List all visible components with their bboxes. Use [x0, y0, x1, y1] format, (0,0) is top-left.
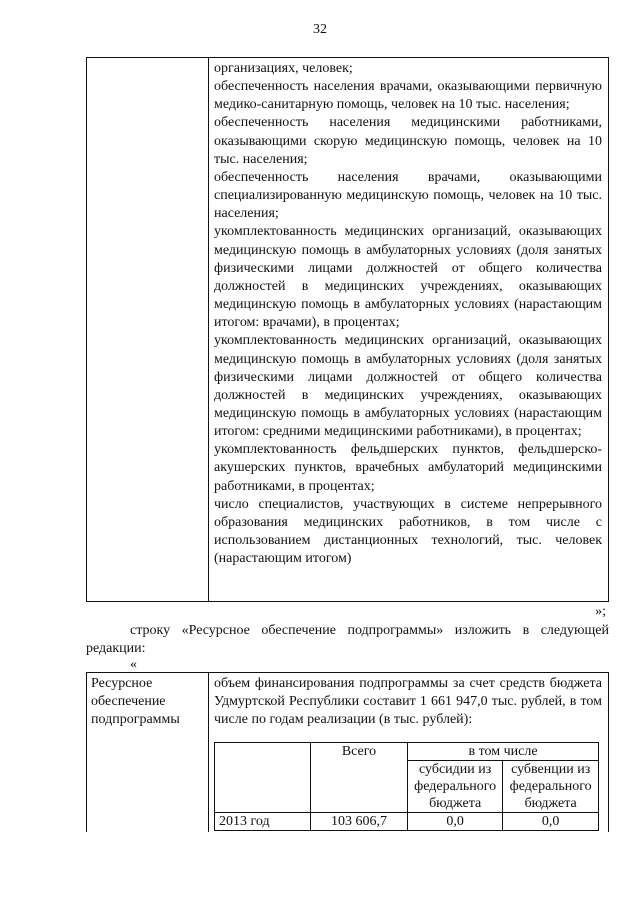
- year-header-cell: [215, 743, 311, 813]
- resource-label: Ресурсное обеспечение подпрограммы: [91, 676, 180, 727]
- indicator-item: число специалистов, участвующих в системе непрерывного образования медицинских работников, в том числе с использованием дистанционных технологий, тыс. человек (нарастающим итогом): [214, 496, 602, 567]
- opening-quote: «: [130, 657, 137, 672]
- continuation-label-cell: [87, 58, 209, 601]
- indicator-item: укомплектованность медицинских организаций, оказывающих медицинскую помощь в амбулаторных условиях (доля занятых физическими лицами должностей от общего количества должностей в медицинских учреждениях, оказывающих медицинскую помощь в амбулаторных условиях (нарастающим итогом: средними медицинскими работниками), в процентах;: [214, 333, 602, 440]
- subventions-cell: 0,0: [503, 813, 599, 831]
- page-number: 32: [313, 22, 327, 37]
- indicator-item: укомплектованность фельдшерских пунктов, фельдшерско-акушерских пунктов, врачебных амбулаторий медицинскими работниками, в процентах;: [214, 442, 602, 494]
- total-cell: 103 606,7: [311, 813, 408, 831]
- indicator-item: укомплектованность медицинских организаций, оказывающих медицинскую помощь в амбулаторных условиях (доля занятых физическими лицами должностей от общего количества должностей в медицинских учреждениях, оказывающих медицинскую помощь в амбулаторных условиях (нарастающим итогом: врачами), в процентах;: [214, 224, 602, 331]
- funding-description: объем финансирования подпрограммы за счет средств бюджета Удмуртской Республики составит 1 661 947,0 тыс. рублей, в том числе по годам реализации (в тыс. рублей):: [214, 676, 602, 727]
- resource-label-cell: [87, 673, 209, 832]
- funding-table: [214, 742, 599, 831]
- continuation-table: [86, 57, 609, 602]
- total-header: Всего: [311, 743, 408, 813]
- table-row: [215, 813, 599, 831]
- indicator-item: обеспеченность населения врачами, оказывающими специализированную медицинскую помощь, человек на 10 тыс. населения;: [214, 169, 602, 222]
- funding-header-row: [215, 743, 599, 761]
- year-cell: 2013 год: [215, 813, 311, 831]
- subsidies-cell: 0,0: [408, 813, 503, 831]
- indicator-item: организациях, человек;: [214, 61, 353, 76]
- indicator-item: обеспеченность населения врачами, оказывающими первичную медико-санитарную помощь, человек на 10 тыс. населения;: [214, 79, 602, 113]
- including-header: в том числе: [408, 743, 599, 761]
- subsidies-header: субсидии из федерального бюджета: [408, 761, 503, 813]
- closing-quote: »;: [595, 604, 606, 619]
- continuation-indicators: [214, 60, 602, 568]
- instruction-text: строку «Ресурсное обеспечение подпрограммы» изложить в следующей редакции:: [86, 623, 609, 656]
- indicator-item: обеспеченность населения медицинскими работниками, оказывающими скорую медицинскую помощь, человек на 10 тыс. населения;: [214, 115, 602, 167]
- subventions-header: субвенции из федерального бюджета: [503, 761, 599, 813]
- resource-table: [86, 672, 609, 832]
- instruction-paragraph: [86, 622, 609, 658]
